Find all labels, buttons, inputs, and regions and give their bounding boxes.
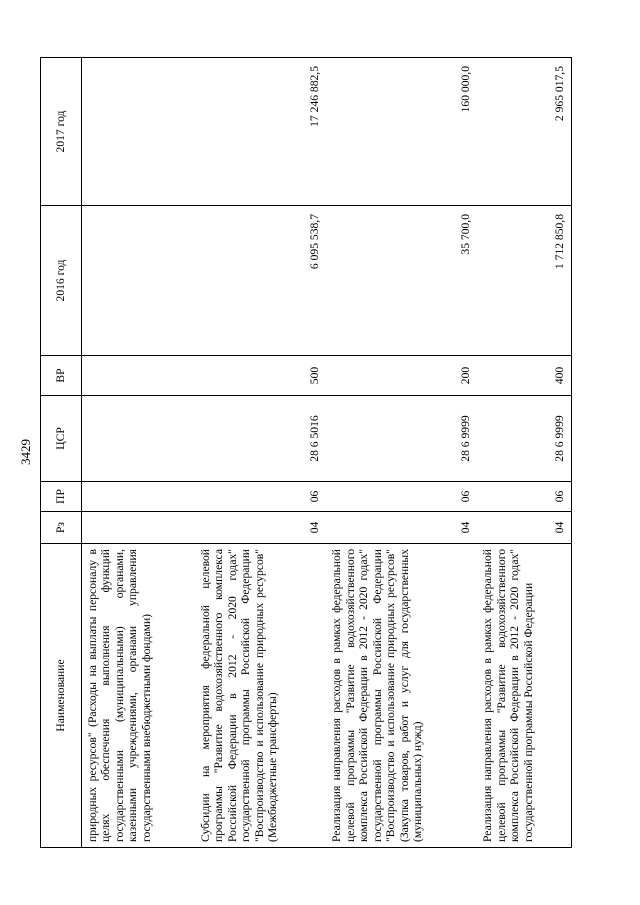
row-pr: 06: [477, 482, 571, 512]
header-2016: 2016 год: [41, 206, 82, 356]
table-row: [477, 58, 571, 848]
row-csr: 28 6 9999: [477, 396, 571, 482]
row-2017: [82, 58, 195, 206]
row-2017: 160 000,0: [326, 58, 477, 206]
header-name: Наименование: [41, 544, 82, 848]
row-2016: 1 712 850,8: [477, 206, 571, 356]
row-name: природных ресурсов" (Расходы на выплаты персоналу в целях обеспечения выполнения функций государственными (муниципальными) органами, казенными учреждениями, органами управления государственными внебюджетными фондами): [82, 544, 195, 848]
row-vr: 500: [195, 356, 327, 396]
header-vr: ВР: [41, 356, 82, 396]
header-row: [41, 58, 82, 848]
rotated-page-content: [40, 58, 572, 848]
row-rz: [82, 512, 195, 544]
row-vr: 400: [477, 356, 571, 396]
row-pr: 06: [195, 482, 327, 512]
row-pr: [82, 482, 195, 512]
row-rz: 04: [477, 512, 571, 544]
row-csr: 28 6 5016: [195, 396, 327, 482]
row-pr: 06: [326, 482, 477, 512]
table-row: [326, 58, 477, 848]
row-2016: 6 095 538,7: [195, 206, 327, 356]
table-row: [82, 58, 195, 848]
header-csr: ЦСР: [41, 396, 82, 482]
table-row: [195, 58, 327, 848]
row-2016: [82, 206, 195, 356]
row-csr: 28 6 9999: [326, 396, 477, 482]
header-2017: 2017 год: [41, 58, 82, 206]
header-rz: Рз: [41, 512, 82, 544]
row-name: Реализация направления расходов в рамках федеральной целевой программы "Развитие водохозяйственного комплекса Российской Федерации в 2012 - 2020 годах" государственной программы Российской Федерации "Воспроизводство и использование природных ресурсов" (Закупка товаров, работ и услуг для государственных (муниципальных) нужд): [326, 544, 477, 848]
row-vr: 200: [326, 356, 477, 396]
page-number: 3429: [18, 439, 33, 465]
header-pr: ПР: [41, 482, 82, 512]
budget-table: [40, 57, 572, 848]
row-rz: 04: [326, 512, 477, 544]
row-rz: 04: [195, 512, 327, 544]
row-2016: 35 700,0: [326, 206, 477, 356]
row-vr: [82, 356, 195, 396]
row-2017: 2 965 017,5: [477, 58, 571, 206]
row-name: Субсидии на мероприятия федеральной целевой программы "Развитие водохозяйственного комплекса Российской Федерации в 2012 - 2020 годах" государственной программы Российской Федерации "Воспроизводство и использование природных ресурсов" (Межбюджетные трансферты): [195, 544, 327, 848]
row-name: Реализация направления расходов в рамках федеральной целевой программы "Развитие водохозяйственного комплекса Российской Федерации в 2012 - 2020 годах" государственной программы Российской Федерации: [477, 544, 571, 848]
row-csr: [82, 396, 195, 482]
row-2017: 17 246 882,5: [195, 58, 327, 206]
